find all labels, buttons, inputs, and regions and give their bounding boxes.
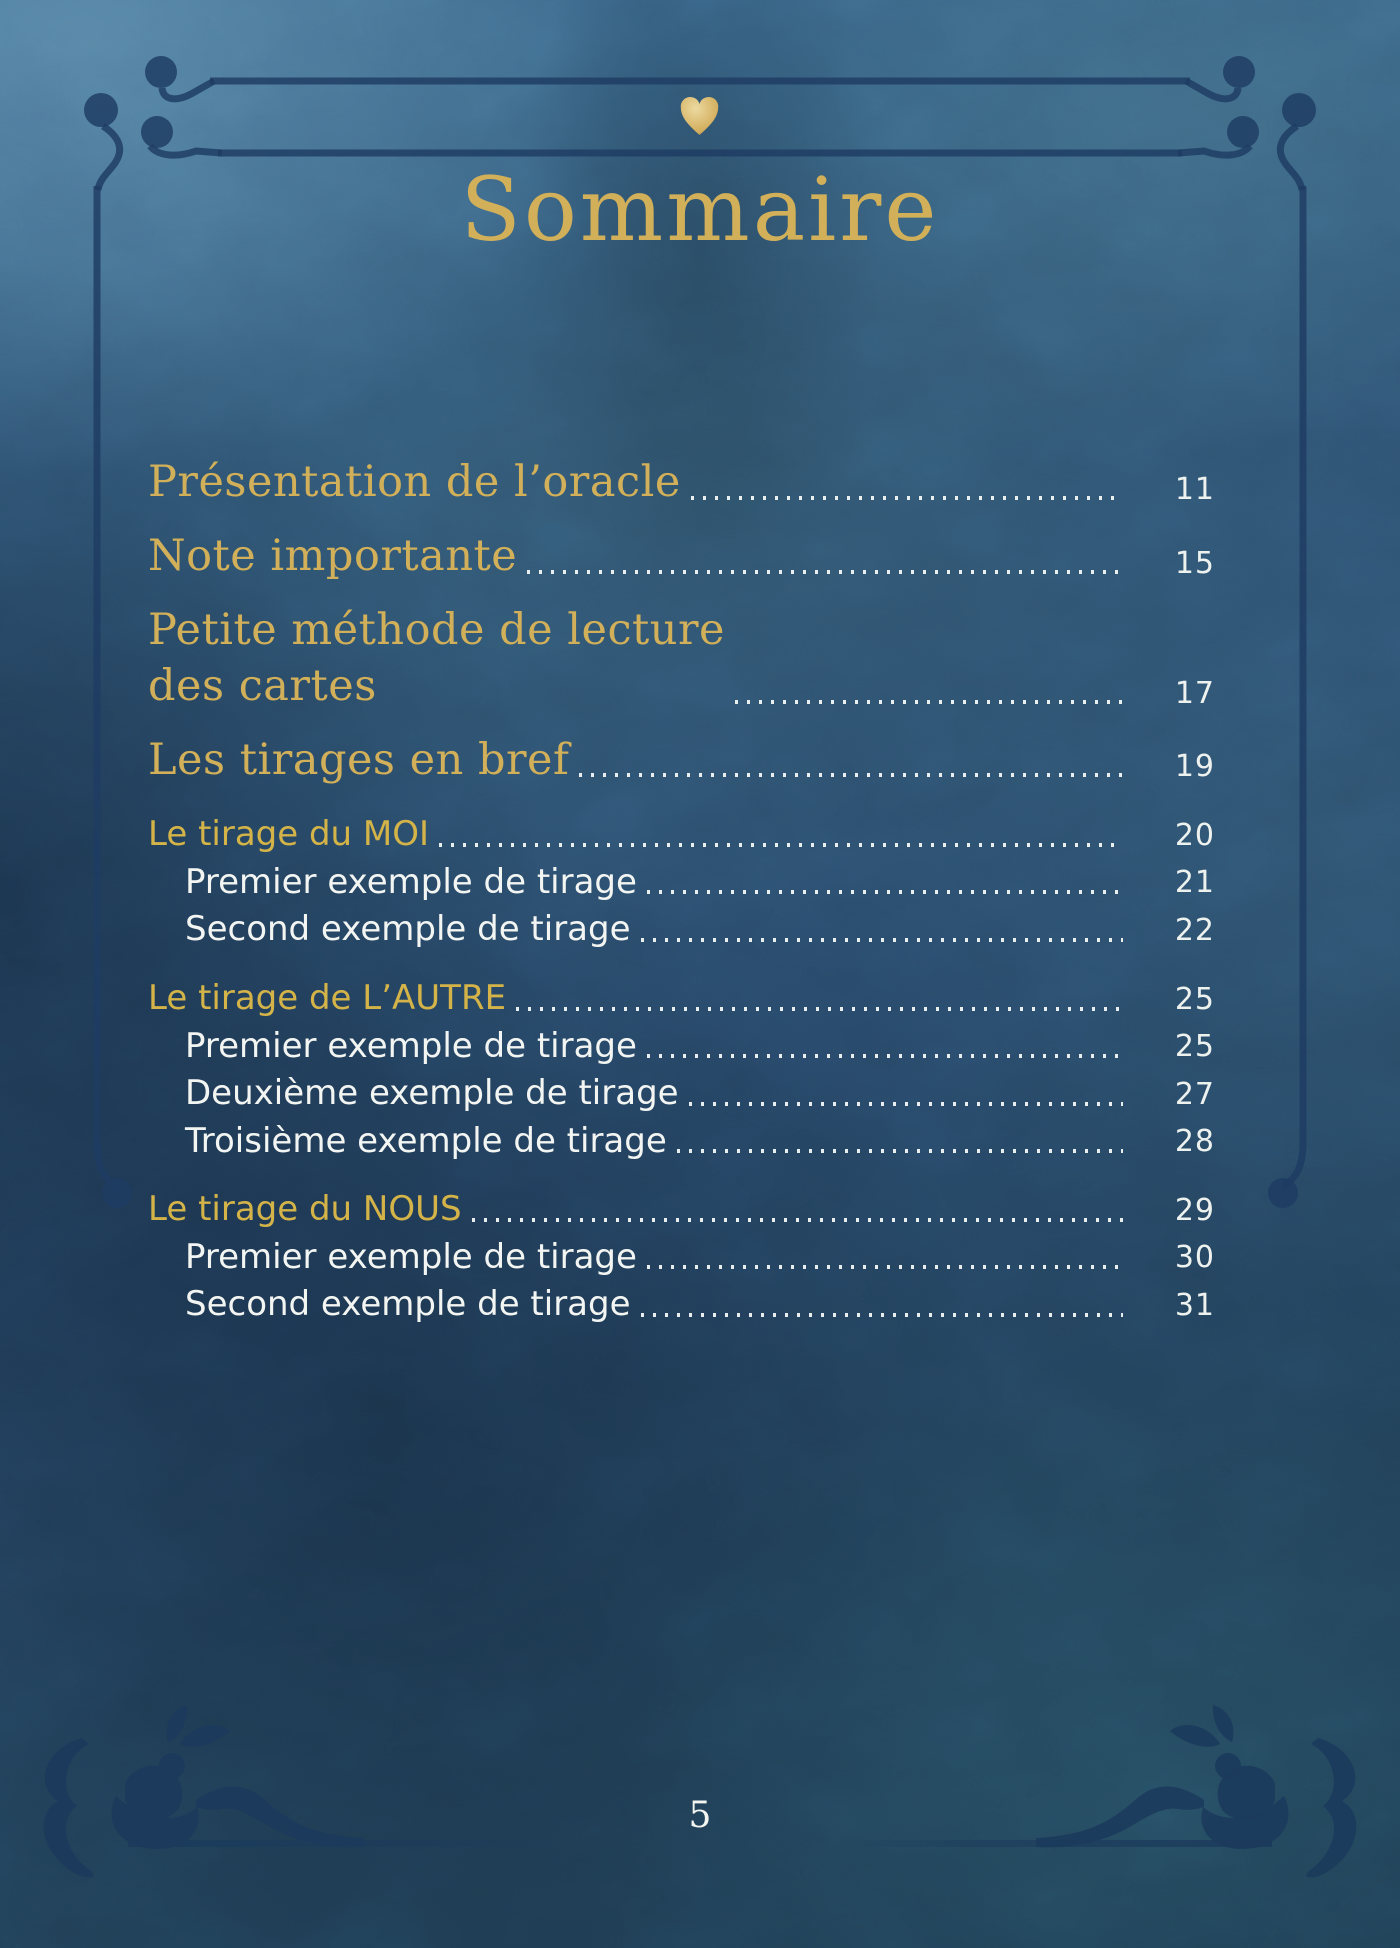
- page-number: 30: [1174, 1240, 1215, 1276]
- toc-row: [148, 733, 1215, 789]
- heart-icon: [676, 92, 723, 139]
- page-number: 11: [1174, 471, 1215, 507]
- entry-label: Le tirage de L’AUTRE: [148, 978, 507, 1018]
- dot-leader: [641, 1313, 1123, 1317]
- dot-leader: [735, 700, 1123, 704]
- toc-row: [148, 1283, 1215, 1327]
- page-number: 20: [1174, 817, 1215, 853]
- page-number: 21: [1174, 865, 1215, 901]
- toc-row: [148, 861, 1215, 905]
- entry-label: Présentation de l’oracle: [148, 457, 681, 507]
- dot-leader: [472, 1218, 1123, 1222]
- dot-leader: [527, 570, 1123, 574]
- dot-leader: [516, 1007, 1123, 1011]
- entry-label: Second exemple de tirage: [185, 1284, 631, 1325]
- entry-label: Note importante: [148, 530, 518, 581]
- dot-leader: [691, 496, 1123, 500]
- entry-label: Deuxième exemple de tirage: [185, 1073, 679, 1114]
- dot-leader: [579, 773, 1123, 777]
- toc-row: [148, 1188, 1215, 1232]
- entry-label: Premier exemple de tirage: [185, 1236, 637, 1277]
- toc-row: [148, 529, 1215, 585]
- toc-row: [148, 1025, 1215, 1069]
- dot-leader: [439, 843, 1123, 847]
- toc-row: [148, 977, 1215, 1021]
- entry-label: Le tirage du MOI: [148, 814, 430, 855]
- fairy-silhouette-right: [836, 1705, 1356, 1878]
- entry-label: Les tirages en bref: [148, 734, 570, 785]
- page-number: 19: [1174, 749, 1215, 785]
- page-number: 15: [1174, 545, 1215, 581]
- toc-row: [148, 908, 1215, 952]
- page-number: 25: [1174, 981, 1215, 1017]
- dot-leader: [647, 1265, 1123, 1269]
- entry-label: Second exemple de tirage: [185, 909, 631, 950]
- page-number: 17: [1174, 675, 1215, 711]
- dot-leader: [647, 890, 1123, 894]
- entry-label: Petite méthode de lecture des cartes: [148, 604, 726, 711]
- page-title: Sommaire: [460, 158, 940, 261]
- dot-leader: [641, 938, 1123, 942]
- toc-row: [148, 603, 1215, 715]
- toc-row: [148, 813, 1215, 857]
- page-number: 25: [1174, 1029, 1215, 1065]
- entry-label: Premier exemple de tirage: [185, 861, 637, 902]
- dot-leader: [647, 1054, 1123, 1058]
- toc-row: [148, 1236, 1215, 1280]
- page-number: 22: [1174, 913, 1215, 948]
- page-number: 27: [1174, 1076, 1215, 1112]
- page-number: 31: [1174, 1287, 1215, 1323]
- footer-page-number: 5: [688, 1795, 712, 1836]
- toc-row: [148, 455, 1215, 511]
- page-number: 29: [1174, 1192, 1215, 1228]
- entry-label: Premier exemple de tirage: [185, 1025, 637, 1066]
- table-of-contents: [148, 455, 1215, 1331]
- toc-row: [148, 1072, 1215, 1116]
- dot-leader: [677, 1149, 1123, 1153]
- entry-label: Le tirage du NOUS: [148, 1189, 462, 1230]
- fairy-silhouette-left: [44, 1705, 564, 1878]
- page-number: 28: [1174, 1124, 1215, 1160]
- entry-label: Troisième exemple de tirage: [185, 1120, 667, 1161]
- toc-row: [148, 1120, 1215, 1164]
- dot-leader: [689, 1102, 1123, 1106]
